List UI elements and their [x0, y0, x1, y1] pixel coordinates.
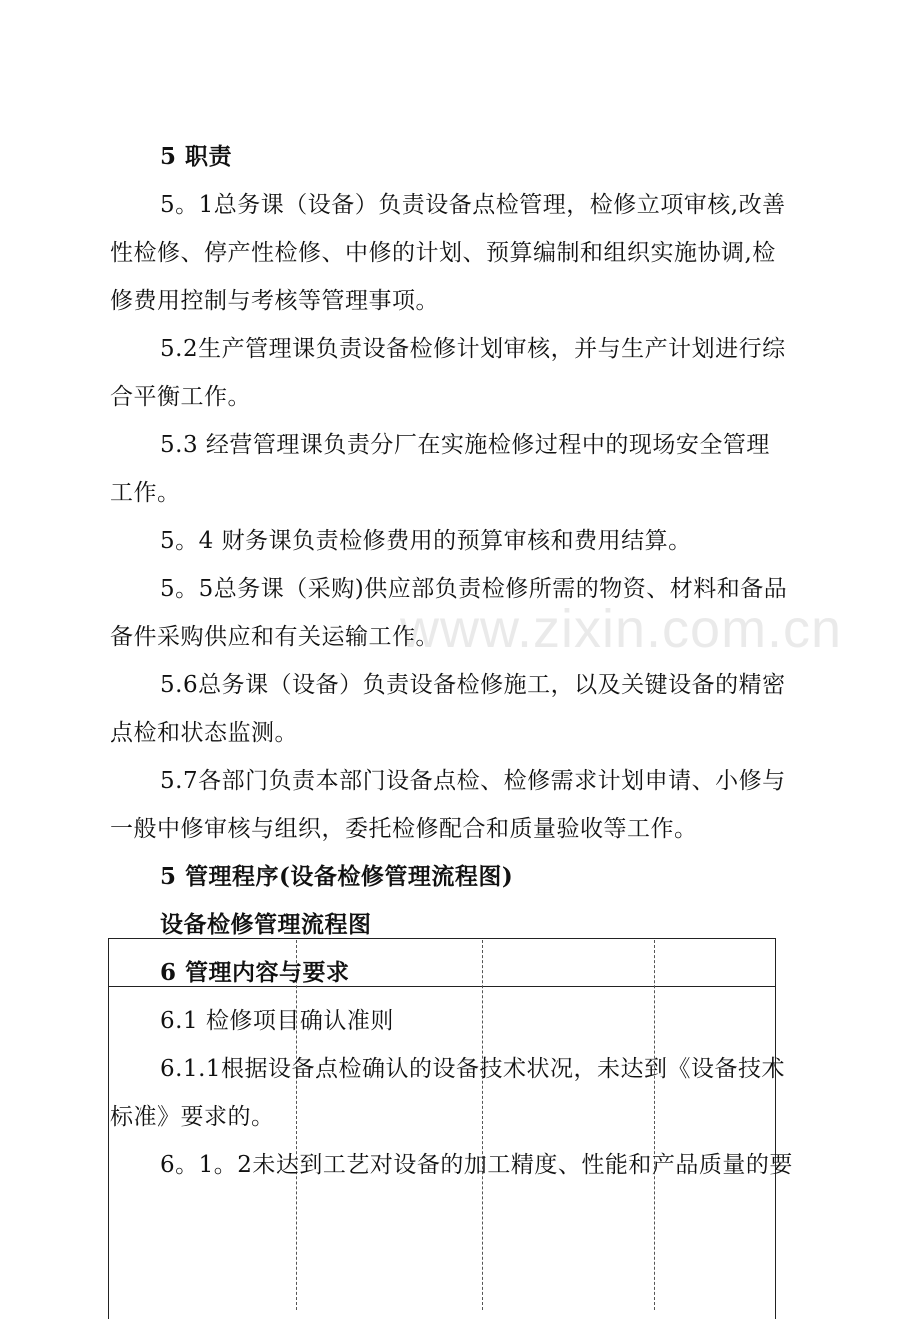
flowchart-lane-divider	[654, 940, 655, 1310]
paragraph-line: 合平衡工作。	[110, 384, 251, 410]
paragraph-line: 点检和状态监测。	[110, 720, 298, 746]
paragraph-line: 5.7各部门负责本部门设备点检、检修需求计划申请、小修与	[160, 768, 786, 794]
paragraph-line: 一般中修审核与组织，委托检修配合和质量验收等工作。	[110, 816, 698, 842]
flowchart-lane-divider	[482, 940, 483, 1310]
section-heading-procedure: 5 管理程序(设备检修管理流程图)	[160, 863, 514, 890]
paragraph-line: 6。1。2未达到工艺对设备的加工精度、性能和产品质量的要	[160, 1152, 793, 1178]
paragraph-line: 性检修、停产性检修、中修的计划、预算编制和组织实施协调,检	[110, 240, 776, 266]
paragraph-line: 标准》要求的。	[110, 1104, 275, 1130]
paragraph-line: 5.2生产管理课负责设备检修计划审核，并与生产计划进行综	[160, 336, 786, 362]
paragraph-line: 5.6总务课（设备）负责设备检修施工，以及关键设备的精密	[160, 672, 786, 698]
paragraph-line: 5。4 财务课负责检修费用的预算审核和费用结算。	[160, 528, 692, 554]
paragraph-line: 备件采购供应和有关运输工作。	[110, 624, 439, 650]
paragraph-line: 6.1.1根据设备点检确认的设备技术状况，未达到《设备技术	[160, 1056, 786, 1082]
flowchart-lane-divider	[296, 940, 297, 1310]
paragraph-line: 修费用控制与考核等管理事项。	[110, 288, 439, 314]
watermark: www.zixin.com.cn	[400, 599, 843, 659]
section-heading-responsibilities: 5 职责	[160, 143, 233, 170]
paragraph-line: 工作。	[110, 480, 181, 506]
flowchart-title: 设备检修管理流程图	[160, 911, 372, 938]
section-heading-requirements: 6 管理内容与要求	[160, 959, 350, 986]
paragraph-line: 5.3 经营管理课负责分厂在实施检修过程中的现场安全管理	[160, 432, 770, 458]
subsection-heading: 6.1 检修项目确认准则	[160, 1008, 394, 1034]
paragraph-line: 5。1总务课（设备）负责设备点检管理，检修立项审核,改善	[160, 192, 786, 218]
paragraph-line: 5。5总务课（采购)供应部负责检修所需的物资、材料和备品	[160, 576, 788, 602]
